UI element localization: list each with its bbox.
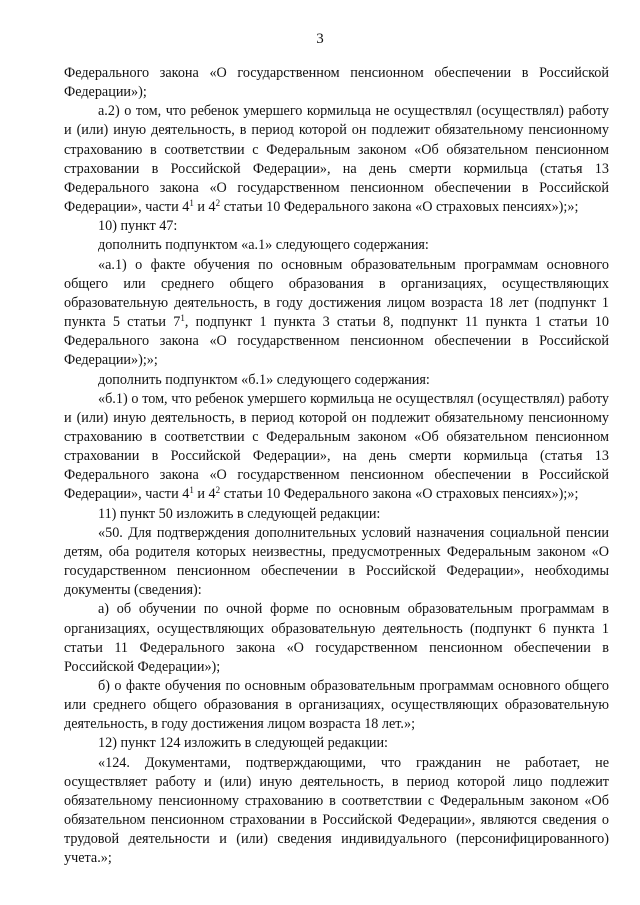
paragraph-text: , подпункт 1 пункта 3 статьи 8, подпункт 11 пункта 1 статьи 10 Федерального закона «О государственном пенсионном обеспечении в Российской Федерации»);»; bbox=[64, 314, 609, 369]
page-number: 3 bbox=[316, 31, 324, 47]
paragraph bbox=[64, 236, 609, 255]
paragraph-text: дополнить подпунктом «б.1» следующего содержания: bbox=[98, 371, 430, 388]
paragraph-text: 10) пункт 47: bbox=[98, 218, 178, 235]
paragraph bbox=[64, 754, 609, 869]
document-body bbox=[64, 64, 609, 869]
paragraph-text: статьи 10 Федерального закона «О страховых пенсиях»);»; bbox=[220, 199, 579, 216]
paragraph-text: 12) пункт 124 изложить в следующей редакции: bbox=[98, 735, 388, 752]
paragraph-text: «а.1) о факте обучения по основным образовательным программам основного общего или среднего общего образования в организациях, осуществляющих образовательную деятельность, в году достижения лицом возраста 18 лет (подпункт 1 пункта 5 статьи 7 bbox=[64, 256, 609, 331]
paragraph bbox=[64, 524, 609, 601]
paragraph bbox=[64, 256, 609, 371]
paragraph-text: «б.1) о том, что ребенок умершего кормильца не осуществлял (осуществлял) работу и (или) иную деятельность, в период которой он подлежит обязательному пенсионному страхованию в соответствии с Федеральным законом «Об обязательном пенсионном страховании в Российской Федерации», на день смерти кормильца (статья 13 Федерального закона «О государственном пенсионном обеспечении в Российской Федерации», части 4 bbox=[64, 390, 609, 503]
superscript-index: 1 bbox=[180, 313, 185, 324]
paragraph-text: а.2) о том, что ребенок умершего кормильца не осуществлял (осуществлял) работу и (или) иную деятельность, в период которой он подлежит обязательному пенсионному страхованию в соответствии с Федеральным законом «Об обязательном пенсионном страховании в Российской Федерации», на день смерти кормильца (статья 13 Федерального закона «О государственном пенсионном обеспечении в Российской Федерации», части 4 bbox=[64, 103, 609, 216]
paragraph-text: и 4 bbox=[193, 199, 216, 216]
paragraph bbox=[64, 390, 609, 505]
paragraph bbox=[64, 734, 609, 753]
paragraph-text: статьи 10 Федерального закона «О страховых пенсиях»);»; bbox=[220, 486, 579, 503]
paragraph-text: и 4 bbox=[193, 486, 216, 503]
paragraph-text: Федерального закона «О государственном пенсионном обеспечении в Российской Федерации»); bbox=[64, 65, 609, 101]
paragraph-text: дополнить подпунктом «а.1» следующего содержания: bbox=[98, 237, 429, 254]
superscript-index: 2 bbox=[215, 198, 221, 209]
superscript-index: 1 bbox=[189, 198, 194, 209]
paragraph-text: 11) пункт 50 изложить в следующей редакции: bbox=[98, 505, 381, 522]
paragraph-text: б) о факте обучения по основным образовательным программам основного общего или среднего общего образования в организациях, осуществляющих образовательную деятельность, в году достижения лицом возраста 18 лет.»; bbox=[64, 678, 609, 733]
paragraph bbox=[64, 505, 609, 524]
superscript-index: 1 bbox=[189, 485, 194, 496]
paragraph bbox=[64, 600, 609, 677]
superscript-index: 2 bbox=[215, 485, 221, 496]
paragraph bbox=[64, 64, 609, 102]
paragraph bbox=[64, 217, 609, 236]
paragraph bbox=[64, 102, 609, 217]
paragraph bbox=[64, 371, 609, 390]
paragraph-text: «50. Для подтверждения дополнительных условий назначения социальной пенсии детям, оба родителя которых неизвестны, предусмотренных Федеральным законом «О государственном пенсионном обеспечении в Российской Федерации», необходимы документы (сведения): bbox=[64, 524, 609, 599]
paragraph-text: а) об обучении по очной форме по основным образовательным программам в организациях, осуществляющих образовательную деятельность (подпункт 6 пункта 1 статьи 11 Федерального закона «О государственном пенсионном обеспечении в Российской Федерации»); bbox=[64, 601, 609, 675]
paragraph bbox=[64, 677, 609, 734]
paragraph-text: «124. Документами, подтверждающими, что гражданин не работает, не осуществляет работу и (или) иную деятельность, в период которой лицо подлежит обязательному пенсионному страхованию в соответствии с Федеральным законом «Об обязательном пенсионном страховании в Российской Федерации», являются сведения о трудовой деятельности и (или) сведения индивидуального (персонифицированного) учета.»; bbox=[64, 754, 609, 867]
